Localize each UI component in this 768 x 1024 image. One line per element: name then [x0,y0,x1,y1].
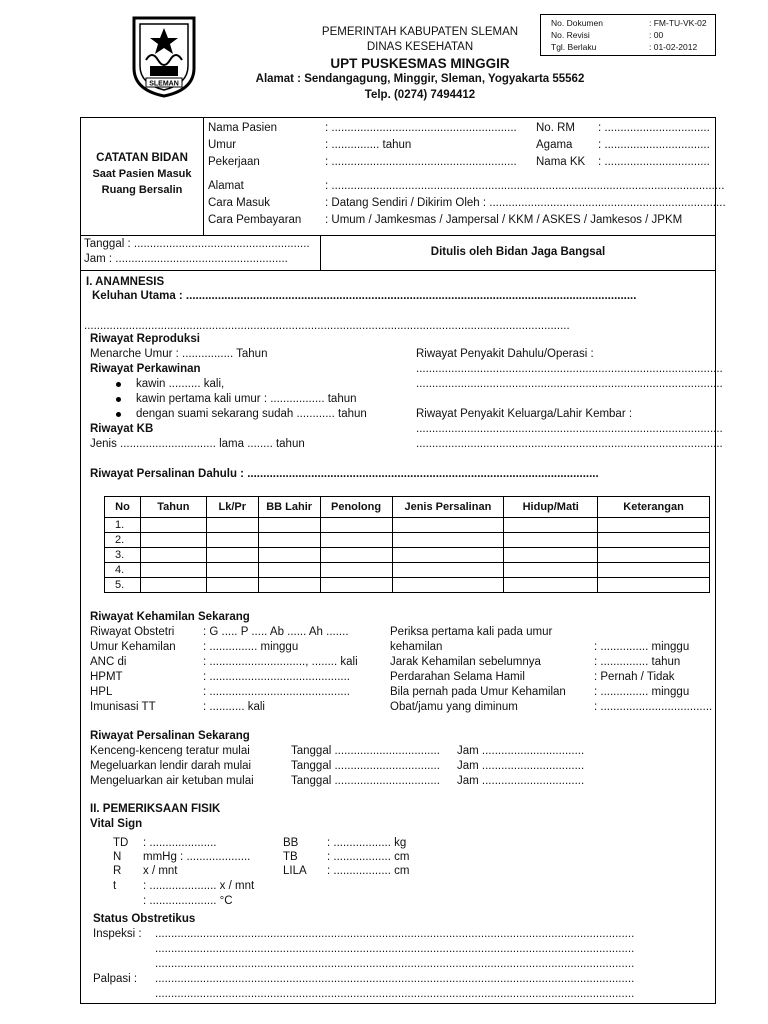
doc-info-value: : 00 [649,30,664,40]
umur-field[interactable]: : ............... tahun [325,139,412,151]
table-cell[interactable] [206,578,258,593]
bullet-icon [116,397,121,402]
kenceng-label: Kenceng-kenceng teratur mulai [90,745,250,757]
vital-sign-title: Vital Sign [90,818,143,830]
tanggal-field[interactable]: Tanggal : ....................................................... [84,238,310,250]
lendir-label: Megeluarkan lendir darah mulai [90,760,252,772]
doc-info-label: No. Dokumen [551,18,603,28]
umur-kehamilan-label: Umur Kehamilan [90,641,176,653]
table-cell[interactable] [392,578,504,593]
dept-name: DINAS KESEHATAN [366,41,474,53]
address: Alamat : Sendangagung, Minggir, Sleman, Yogyakarta 55562 [255,73,585,85]
doc-info-value: : 01-02-2012 [649,42,698,52]
bullet-icon [116,382,121,387]
logo-text: SLEMAN [149,80,179,88]
hpmt-field[interactable]: : ............................................ [203,671,350,683]
bb-field[interactable]: : .................. kg [327,837,407,849]
tb-field[interactable]: : .................. cm [327,851,410,863]
nama-kk-field[interactable]: : ................................. [598,156,710,168]
ketuban-tanggal-field[interactable]: Tanggal ................................. [291,775,440,787]
kawin-count-field[interactable]: kawin .......... kali, [136,378,225,390]
table-cell[interactable] [258,518,320,533]
nama-kk-label: Nama KK [536,156,586,168]
kawin-pertama-field[interactable]: kawin pertama kali umur : ................. tahun [136,393,357,405]
row-number: 4. [105,563,141,578]
table-cell[interactable] [320,518,392,533]
table-row [105,533,710,548]
col-header: Keterangan [598,497,710,518]
form-subtitle-1: Saat Pasien Masuk [92,168,192,180]
t-field[interactable]: : ..................... x / mnt [143,880,255,892]
riwayat-reproduksi-title: Riwayat Reproduksi [90,333,200,345]
ketuban-jam-field[interactable]: Jam ................................ [457,775,585,787]
table-cell[interactable] [320,548,392,563]
form-title: CATATAN BIDAN [96,152,188,164]
jarak-kehamilan-label: Jarak Kehamilan sebelumnya [390,656,541,668]
obstetri-field[interactable]: : G ..... P ..... Ab ...... Ah ....... [203,626,349,638]
keluhan-continuation[interactable]: ........................................................................................................................................................ [84,320,570,332]
doc-info-label: No. Revisi [551,30,590,40]
status-obstetrikus-title: Status Obstretikus [93,913,196,925]
palpasi-label: Palpasi : [93,973,138,985]
table-cell[interactable] [320,563,392,578]
kehamilan-label: kehamilan [390,641,443,653]
col-header: Hidup/Mati [504,497,598,518]
penyakit-dahulu-line[interactable]: ................................................................................................ [416,363,723,375]
anc-field[interactable]: : .............................., ........ kali [203,656,358,668]
periksa-pertama-field[interactable]: : ............... minggu [594,641,690,653]
hpmt-label: HPMT [90,671,123,683]
imunisasi-field[interactable]: : ........... kali [203,701,265,713]
inspeksi-label: Inspeksi : [93,928,142,940]
phone: Telp. (0274) 7494412 [364,89,476,101]
menarche-field[interactable]: Menarche Umur : ................ Tahun [90,348,268,360]
inspeksi-line[interactable]: ...................................................................................................................................................... [155,928,635,940]
form-subtitle-2: Ruang Bersalin [101,184,183,196]
col-header: Tahun [140,497,206,518]
cara-masuk-label: Cara Masuk [208,197,270,209]
umur-label: Umur [208,139,237,151]
table-header-row [105,497,710,518]
col-header: Lk/Pr [206,497,258,518]
imunisasi-label: Imunisasi TT [90,701,156,713]
table-cell[interactable] [206,563,258,578]
ditulis-oleh: Ditulis oleh Bidan Jaga Bangsal [430,246,606,258]
row-number: 5. [105,578,141,593]
keluhan-utama-field[interactable]: Keluhan Utama : ............................................................................................................................................. [92,290,637,302]
table-row [105,578,710,593]
col-header: Penolong [320,497,392,518]
doc-info-value: : FM-TU-VK-02 [649,18,707,28]
doc-info-label: Tgl. Berlaku [551,42,597,52]
table-cell[interactable] [392,518,504,533]
row-number: 1. [105,518,141,533]
table-cell[interactable] [320,533,392,548]
date-row-divider [80,270,716,271]
penyakit-dahulu-line[interactable]: ................................................................................................ [416,378,723,390]
td-field[interactable]: : ..................... [143,837,217,849]
ketuban-label: Mengeluarkan air ketuban mulai [90,775,254,787]
table-cell[interactable] [206,518,258,533]
periksa-pertama-label: Periksa pertama kali pada umur [390,626,553,638]
bb-label: BB [283,837,299,849]
cara-masuk-field[interactable]: : Datang Sendiri / Dikirim Oleh : .......................................................................... [325,197,726,209]
penyakit-keluarga-line[interactable]: ................................................................................................ [416,423,723,435]
table-row [105,563,710,578]
table-cell[interactable] [392,533,504,548]
bila-pernah-label: Bila pernah pada Umur Kehamilan [390,686,566,698]
kenceng-jam-field[interactable]: Jam ................................ [457,745,585,757]
table-cell[interactable] [206,533,258,548]
palpasi-line[interactable]: ...................................................................................................................................................... [155,988,635,1000]
table-cell[interactable] [504,533,598,548]
celsius-field[interactable]: : ..................... °C [143,895,233,907]
cara-bayar-label: Cara Pembayaran [208,214,302,226]
jam-field[interactable]: Jam : ...................................................... [84,253,288,265]
table-cell[interactable] [598,548,710,563]
agama-field[interactable]: : ................................. [598,139,710,151]
cara-bayar-field[interactable]: : Umum / Jamkesmas / Jampersal / KKM / ASKES / Jamkesos / JPKM [325,214,683,226]
td-label: TD [113,837,129,849]
alamat-label: Alamat [208,180,244,192]
r-label: R [113,865,122,877]
table-row [105,548,710,563]
nama-pasien-field[interactable]: : .......................................................... [325,122,517,134]
table-cell[interactable] [598,518,710,533]
table-cell[interactable] [258,563,320,578]
pemeriksaan-fisik-title: II. PEMERIKSAAN FISIK [90,803,221,815]
riwayat-persalinan-dahulu-field[interactable]: Riwayat Persalinan Dahulu : .............................................................................................................. [90,468,599,480]
suami-sekarang-field[interactable]: dengan suami sekarang sudah ............ tahun [136,408,367,420]
bila-pernah-field[interactable]: : ............... minggu [594,686,690,698]
no-rm-field[interactable]: : ................................. [598,122,710,134]
table-cell[interactable] [258,533,320,548]
lendir-tanggal-field[interactable]: Tanggal ................................. [291,760,440,772]
pekerjaan-field[interactable]: : .......................................................... [325,156,517,168]
title-divider [203,117,204,235]
table-cell[interactable] [140,533,206,548]
jarak-kehamilan-field[interactable]: : ............... tahun [594,656,681,668]
kenceng-tanggal-field[interactable]: Tanggal ................................. [291,745,440,757]
table-cell[interactable] [320,578,392,593]
table-cell[interactable] [504,578,598,593]
anamnesis-title: I. ANAMNESIS [86,276,165,288]
hpl-label: HPL [90,686,113,698]
hpl-field[interactable]: : ............................................ [203,686,350,698]
row-number: 3. [105,548,141,563]
table-cell[interactable] [504,563,598,578]
bullet-icon [116,412,121,417]
umur-kehamilan-field[interactable]: : ............... minggu [203,641,299,653]
lila-field[interactable]: : .................. cm [327,865,410,877]
table-cell[interactable] [206,548,258,563]
table-cell[interactable] [392,548,504,563]
obat-jamu-field[interactable]: : ................................... [594,701,713,713]
inspeksi-line[interactable]: ...................................................................................................................................................... [155,958,635,970]
table-cell[interactable] [140,518,206,533]
document-info-box [540,14,716,56]
lila-label: LILA [283,865,307,877]
table-cell[interactable] [598,563,710,578]
n-label: N [113,851,122,863]
kb-field[interactable]: Jenis .............................. lama ........ tahun [90,438,305,450]
perdarahan-field[interactable]: : Pernah / Tidak [594,671,675,683]
obat-jamu-label: Obat/jamu yang diminum [390,701,518,713]
table-cell[interactable] [504,518,598,533]
table-cell[interactable] [598,578,710,593]
col-header: No [105,497,141,518]
agama-label: Agama [536,139,573,151]
r-field[interactable]: x / mnt [143,865,178,877]
t-label: t [113,880,117,892]
no-rm-label: No. RM [536,122,575,134]
alamat-field[interactable]: : ........................................................................................................................... [325,180,725,192]
pekerjaan-label: Pekerjaan [208,156,260,168]
table-cell[interactable] [140,563,206,578]
gov-name: PEMERINTAH KABUPATEN SLEMAN [321,26,519,38]
table-cell[interactable] [598,533,710,548]
header-row-divider [80,235,716,236]
table-cell[interactable] [258,578,320,593]
anc-label: ANC di [90,656,127,668]
lendir-jam-field[interactable]: Jam ................................ [457,760,585,772]
riwayat-kb-title: Riwayat KB [90,423,154,435]
col-header: BB Lahir [258,497,320,518]
penyakit-keluarga-label: Riwayat Penyakit Keluarga/Lahir Kembar : [416,408,633,420]
tb-label: TB [283,851,298,863]
kehamilan-title: Riwayat Kehamilan Sekarang [90,611,250,623]
obstetri-label: Riwayat Obstetri [90,626,175,638]
table-cell[interactable] [140,578,206,593]
riwayat-perkawinan-title: Riwayat Perkawinan [90,363,201,375]
table-cell[interactable] [392,563,504,578]
table-cell[interactable] [504,548,598,563]
perdarahan-label: Perdarahan Selama Hamil [390,671,525,683]
col-header: Jenis Persalinan [392,497,504,518]
table-cell[interactable] [140,548,206,563]
n-field[interactable]: mmHg : .................... [143,851,251,863]
persalinan-history-table [104,496,710,593]
penyakit-keluarga-line[interactable]: ................................................................................................ [416,438,723,450]
persalinan-sekarang-title: Riwayat Persalinan Sekarang [90,730,250,742]
table-row [105,518,710,533]
nama-pasien-label: Nama Pasien [208,122,278,134]
sleman-logo [128,14,200,98]
palpasi-line[interactable]: ...................................................................................................................................................... [155,973,635,985]
table-cell[interactable] [258,548,320,563]
penyakit-dahulu-label: Riwayat Penyakit Dahulu/Operasi : [416,348,594,360]
inspeksi-line[interactable]: ...................................................................................................................................................... [155,943,635,955]
unit-name: UPT PUSKESMAS MINGGIR [330,56,510,71]
row-number: 2. [105,533,141,548]
